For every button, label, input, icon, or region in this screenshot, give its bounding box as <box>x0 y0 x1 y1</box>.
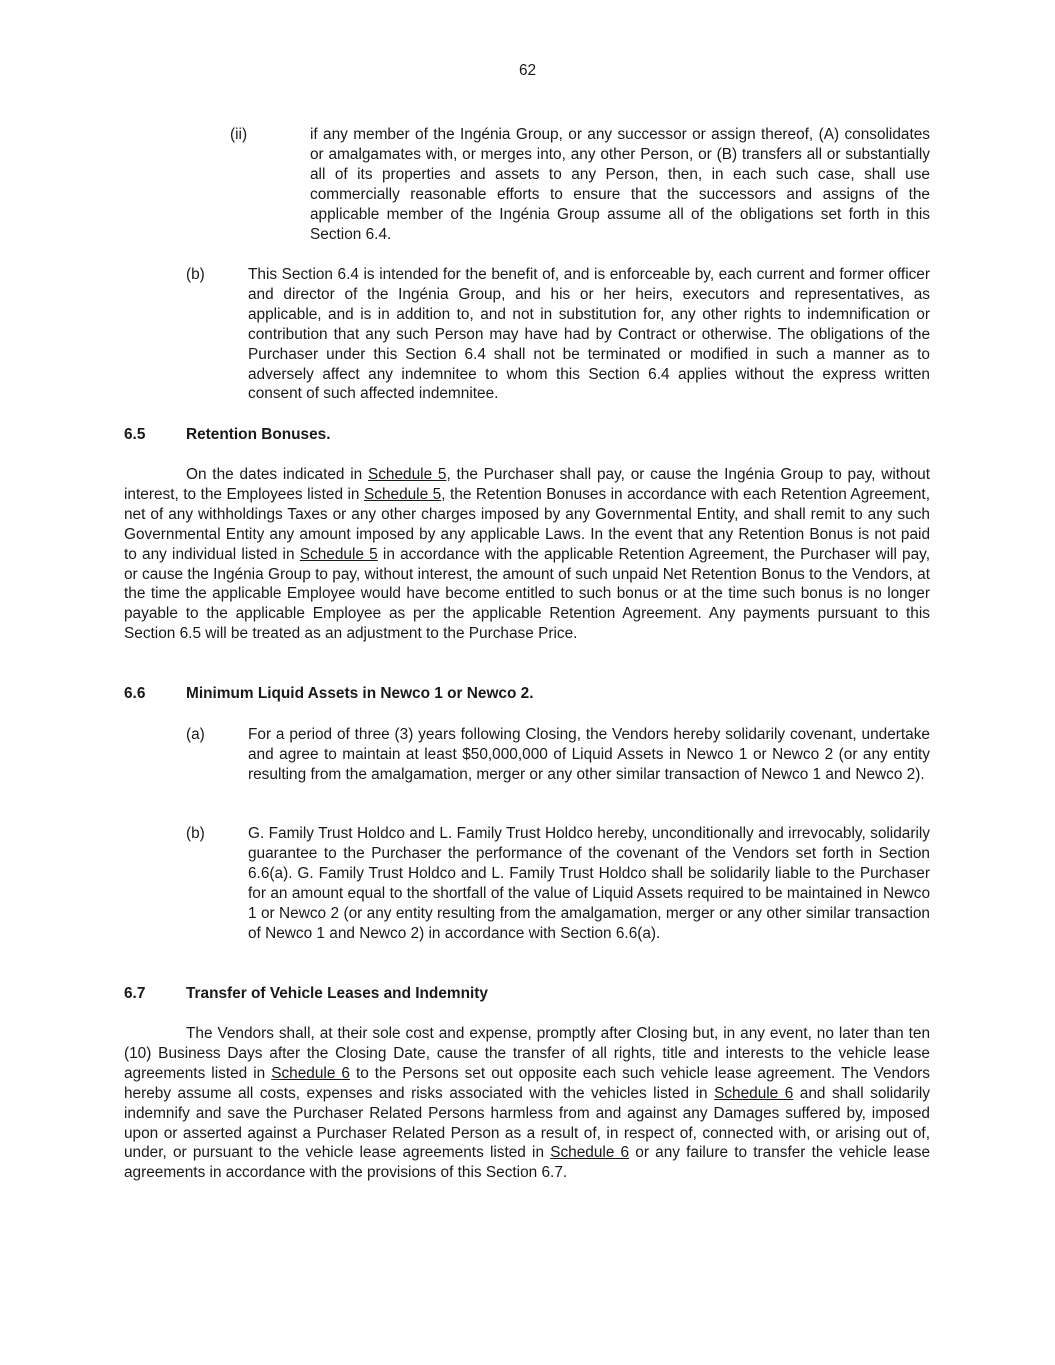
schedule-6-reference[interactable]: Schedule 6 <box>714 1084 794 1102</box>
page-number: 62 <box>518 62 537 79</box>
item-6-6-a-text: For a period of three (3) years following Closing, the Vendors hereby solidarily covenant, undertake and agree to maintain at least $50,000,000 of Liquid Assets in Newco 1 or Newco 2 (or any entity resulting from the amalgamation, merger or any other similar transaction of Newco 1 and Newco 2). <box>248 726 930 783</box>
item-6-4-b-label: (b) <box>186 266 205 283</box>
schedule-5-reference[interactable]: Schedule 5 <box>299 545 378 563</box>
section-6-5-paragraph: On the dates indicated in Schedule 5, the Purchaser shall pay, or cause the Ingénia Group to pay, without interest, to the Employees listed in Schedule 5, the Retention Bonuses in accordance with each Retention Agreement, net of any withholdings Taxes or any other charges imposed by any Governmental Entity, and shall remit to any such Governmental Entity any amount imposed by any applicable Laws. In the event that any Retention Bonus is not paid to any individual listed in Schedule 5 in accordance with the applicable Retention Agreement, the Purchaser will pay, or cause the Ingénia Group to pay, without interest, the amount of such unpaid Net Retention Bonus to the Vendors, at the time the applicable Employee would have become entitled to such bonus or at the time such bonus is no longer payable to the applicable Employee as per the applicable Retention Agreement. Any payments pursuant to this Section 6.5 will be treated as an adjustment to the Purchase Price. <box>124 466 931 643</box>
item-6-6-b-label: (b) <box>186 825 205 842</box>
item-6-4-b-text: This Section 6.4 is intended for the benefit of, and is enforceable by, each current and former officer and director of the Ingénia Group, and his or her heirs, executors and representatives, as applicable, and is in addition to, and not in substitution for, any other rights to indemnification or contribution that any such Person may have had by Contract or otherwise. The obligations of the Purchaser under this Section 6.4 shall not be terminated or modified in such a manner as to adversely affect any indemnitee to whom this Section 6.4 applies without the express written consent of such affected indemnitee. <box>248 266 930 403</box>
section-number: 6.7 <box>124 985 146 1002</box>
schedule-5-reference[interactable]: Schedule 5 <box>363 485 442 503</box>
schedule-6-reference[interactable]: Schedule 6 <box>550 1144 630 1162</box>
section-title: Transfer of Vehicle Leases and Indemnity <box>186 985 488 1002</box>
schedule-6-reference[interactable]: Schedule 6 <box>271 1064 350 1082</box>
section-title: Minimum Liquid Assets in Newco 1 or Newco 2. <box>186 685 534 702</box>
section-number: 6.5 <box>124 426 146 443</box>
schedule-5-reference[interactable]: Schedule 5 <box>367 466 447 483</box>
section-6-7-paragraph: The Vendors shall, at their sole cost and expense, promptly after Closing but, in any event, no later than ten (10) Business Days after the Closing Date, cause the transfer of all rights, title and interests to the vehicle lease agreements listed in Schedule 6 to the Persons set out opposite each such vehicle lease agreement. The Vendors hereby assume all costs, expenses and risks associated with the vehicles listed in Schedule 6 and shall solidarily indemnify and save the Purchaser Related Persons harmless from and against any Damages suffered by, imposed upon or asserted against a Purchaser Related Person as a result of, in respect of, connected with, or arising out of, under, or pursuant to the vehicle lease agreements listed in Schedule 6 or any failure to transfer the vehicle lease agreements in accordance with the provisions of this Section 6.7. <box>124 1025 931 1182</box>
section-number: 6.6 <box>124 685 146 702</box>
item-6-6-a-label: (a) <box>186 726 205 743</box>
section-title: Retention Bonuses. <box>186 426 331 443</box>
item-ii-text: if any member of the Ingénia Group, or any successor or assign thereof, (A) consolidates or amalgamates with, or merges into, any other Person, or (B) transfers all or substantially all of its properties and assets to any Person, then, in each such case, shall use commercially reasonable efforts to ensure that the successors and assigns of the applicable member of the Ingénia Group assume all of the obligations set forth in this Section 6.4. <box>310 126 930 243</box>
item-ii-label: (ii) <box>230 126 248 143</box>
item-6-6-b-text: G. Family Trust Holdco and L. Family Trust Holdco hereby, unconditionally and irrevocably, solidarily guarantee to the Purchaser the performance of the covenant of the Vendors set forth in Section 6.6(a). G. Family Trust Holdco and L. Family Trust Holdco shall be solidarily liable to the Purchaser for an amount equal to the shortfall of the value of Liquid Assets required to be maintained in Newco 1 or Newco 2 (or any entity resulting from the amalgamation, merger or any other similar transaction of Newco 1 and Newco 2) in accordance with Section 6.6(a). <box>248 825 930 942</box>
